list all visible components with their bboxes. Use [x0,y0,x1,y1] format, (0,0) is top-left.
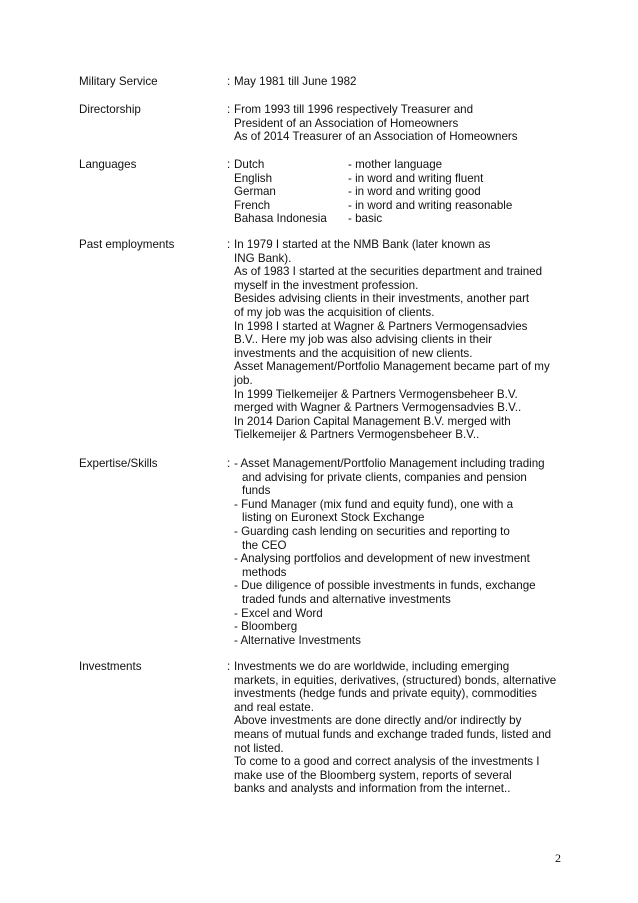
skill-continuation: methods [242,565,287,579]
text-line: investments and the acquisition of new clients. [234,346,473,360]
section-label: Directorship [79,103,141,116]
skill-bullet: - Analysing portfolios and development of new investment [234,552,530,566]
text-line: not listed. [234,741,284,755]
section-colon: : [227,103,231,116]
text-line: make use of the Bloomberg system, reports of several [234,768,512,782]
language-row [234,185,574,199]
section-colon: : [227,158,231,171]
section-label: Expertise/Skills [79,457,158,470]
section-content [234,238,574,442]
skill-bullet: - Guarding cash lending on securities and reporting to [234,524,510,538]
language-level: - basic [348,212,383,226]
page-number: 2 [555,851,561,865]
language-name: French [234,198,271,212]
language-level: - mother language [348,158,443,171]
section-label: Languages [79,158,137,171]
skill-bullet: - Excel and Word [234,606,323,620]
text-line: In 1998 I started at Wagner & Partners Vermogensadvies [234,319,528,333]
language-row [234,199,574,213]
text-line: May 1981 till June 1982 [234,75,357,88]
skill-bullet: - Due diligence of possible investments in funds, exchange [234,579,536,593]
language-row [234,172,574,186]
text-line: means of mutual funds and exchange traded funds, listed and [234,727,552,741]
text-line: From 1993 till 1996 respectively Treasurer and [234,103,474,116]
language-level: - in word and writing fluent [348,171,484,185]
skill-bullet: - Fund Manager (mix fund and equity fund), one with a [234,497,514,511]
section-content [234,103,574,144]
section-label: Military Service [79,75,158,88]
language-name: Bahasa Indonesia [234,212,327,226]
skill-continuation: traded funds and alternative investments [242,592,451,606]
text-line: banks and analysts and information from the internet.. [234,782,511,796]
text-line: Above investments are done directly and/or indirectly by [234,714,522,728]
text-line: Investments we do are worldwide, including emerging [234,660,510,673]
text-line: merged with Wagner & Partners Vermogensadvies B.V.. [234,401,522,415]
section-content [234,75,574,89]
text-line: of my job was the acquisition of clients. [234,305,435,319]
text-line: markets, in equities, derivatives, (structured) bonds, alternative [234,673,557,687]
text-line: In 1999 Tielkemeijer & Partners Vermogensbeheer B.V. [234,387,518,401]
skill-continuation: and advising for private clients, companies and pension [242,470,527,484]
text-line: As of 1983 I started at the securities department and trained [234,265,543,279]
text-line: ING Bank). [234,251,292,265]
section-content [234,660,574,796]
skill-bullet: - Bloomberg [234,620,298,634]
text-line: To come to a good and correct analysis of the investments I [234,755,540,769]
section-content [234,457,574,647]
section-label: Investments [79,660,142,673]
language-name: English [234,171,273,185]
text-line: B.V.. Here my job was also advising clients in their [234,333,492,347]
text-line: myself in the investment profession. [234,278,419,292]
text-line: job. [234,373,253,387]
text-line: and real estate. [234,700,314,714]
section-colon: : [227,660,231,673]
language-row [234,212,574,226]
text-line: President of an Association of Homeowners [234,116,459,130]
language-level: - in word and writing good [348,185,481,199]
text-line: Besides advising clients in their investments, another part [234,292,530,306]
section-colon: : [227,457,231,470]
language-name: Dutch [234,158,265,171]
skill-continuation: the CEO [242,538,287,552]
text-line: In 1979 I started at the NMB Bank (later known as [234,238,491,251]
language-name: German [234,185,276,199]
language-level: - in word and writing reasonable [348,198,513,212]
language-row [234,158,574,172]
section-colon: : [227,75,231,88]
text-line: Tielkemeijer & Partners Vermogensbeheer B.V.. [234,428,480,442]
section-colon: : [227,238,231,251]
skill-bullet: - Alternative Investments [234,633,361,647]
skill-continuation: funds [242,484,271,498]
text-line: investments (hedge funds and private equity), commodities [234,687,537,701]
skill-continuation: listing on Euronext Stock Exchange [242,511,425,525]
section-label: Past employments [79,238,175,251]
text-line: In 2014 Darion Capital Management B.V. merged with [234,414,511,428]
text-line: Asset Management/Portfolio Management became part of my [234,360,550,374]
skill-bullet: - Asset Management/Portfolio Management including trading [234,457,545,470]
section-content [234,158,574,226]
text-line: As of 2014 Treasurer of an Association of Homeowners [234,130,518,144]
